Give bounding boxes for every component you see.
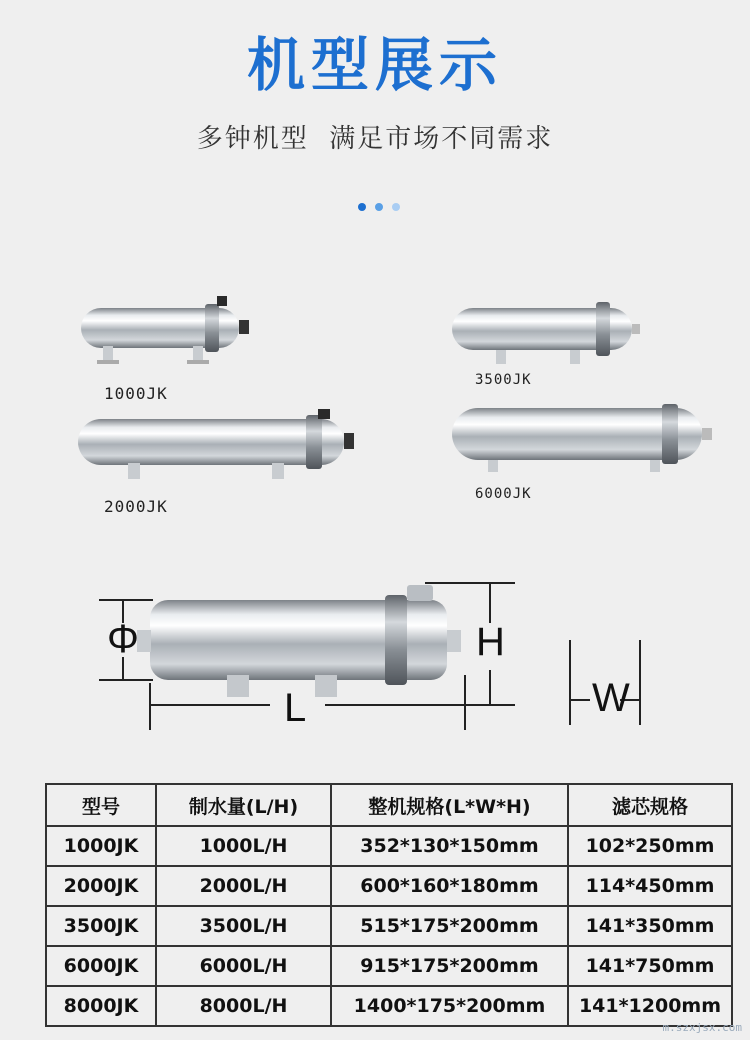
table-row [46, 986, 732, 1026]
table-cell: 114*450mm [568, 866, 732, 906]
page-title: 机型展示 [246, 31, 503, 99]
table-header-row [46, 784, 732, 826]
table-header-cell: 制水量(L/H) [156, 784, 331, 826]
filter-image-1000jk [75, 290, 260, 370]
table-cell: 1400*175*200mm [331, 986, 568, 1026]
table-cell: 8000JK [46, 986, 156, 1026]
table-cell: 915*175*200mm [331, 946, 568, 986]
model-label-2000jk: 2000JK [104, 497, 168, 516]
length-label: L [284, 686, 307, 730]
table-row [46, 866, 732, 906]
filter-image-2000jk [72, 405, 362, 485]
table-cell: 141*750mm [568, 946, 732, 986]
table-cell: 6000JK [46, 946, 156, 986]
carousel-dot[interactable] [358, 203, 366, 211]
diameter-label: Φ [107, 617, 139, 661]
table-header-cell: 整机规格(L*W*H) [331, 784, 568, 826]
width-label: W [592, 676, 630, 720]
table-cell: 3500JK [46, 906, 156, 946]
model-label-3500jk: 3500JK [475, 372, 532, 388]
table-cell: 352*130*150mm [331, 826, 568, 866]
table-row [46, 906, 732, 946]
carousel-dot[interactable] [392, 203, 400, 211]
table-row [46, 946, 732, 986]
table-cell: 3500L/H [156, 906, 331, 946]
table-cell: 8000L/H [156, 986, 331, 1026]
table-header-cell: 型号 [46, 784, 156, 826]
table-row [46, 826, 732, 866]
model-label-6000jk: 6000JK [475, 486, 532, 502]
model-label-1000jk: 1000JK [104, 384, 168, 403]
table-cell: 2000L/H [156, 866, 331, 906]
table-cell: 515*175*200mm [331, 906, 568, 946]
height-label: H [476, 620, 505, 664]
carousel-dots [358, 203, 400, 211]
carousel-dot[interactable] [375, 203, 383, 211]
dimension-diagram [95, 575, 665, 735]
table-cell: 2000JK [46, 866, 156, 906]
filter-image-3500jk [448, 298, 648, 368]
table-cell: 1000L/H [156, 826, 331, 866]
table-cell: 141*1200mm [568, 986, 732, 1026]
spec-table [45, 783, 733, 1027]
watermark: m.szxjsx.com [662, 1021, 742, 1034]
table-cell: 141*350mm [568, 906, 732, 946]
table-cell: 600*160*180mm [331, 866, 568, 906]
table-cell: 6000L/H [156, 946, 331, 986]
table-header-cell: 滤芯规格 [568, 784, 732, 826]
filter-image-6000jk [448, 400, 718, 476]
page-subtitle: 多钟机型 满足市场不同需求 [196, 124, 554, 154]
table-cell: 102*250mm [568, 826, 732, 866]
table-cell: 1000JK [46, 826, 156, 866]
